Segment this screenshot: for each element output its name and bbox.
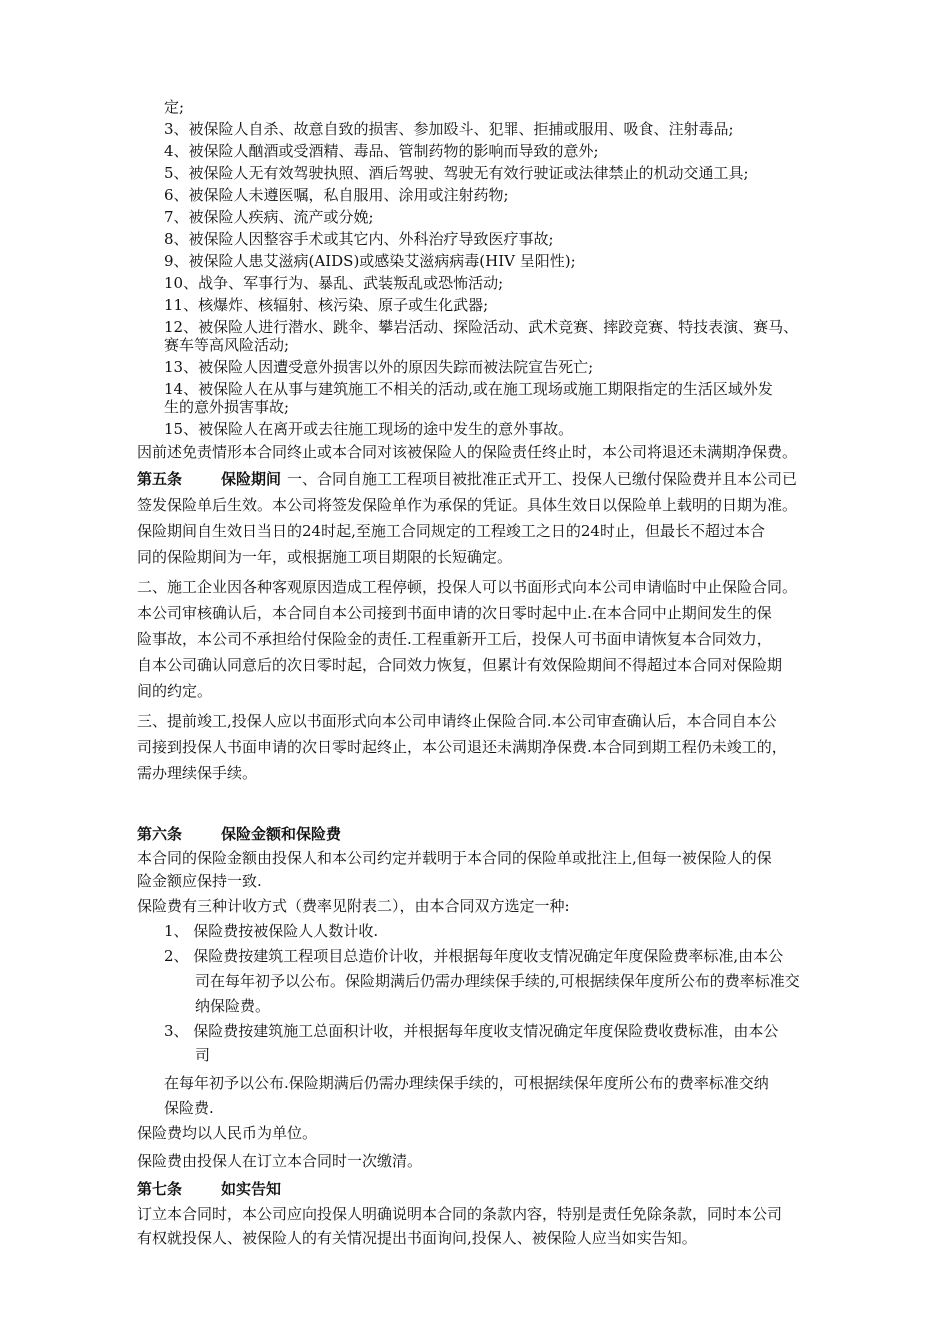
article-6-title: 保险金额和保险费 bbox=[221, 825, 342, 843]
exclusion-item-4: 4、被保险人酗酒或受酒精、毒品、管制药物的影响而导致的意外; bbox=[164, 142, 599, 160]
article-5-para-2-line-4: 自本公司确认同意后的次日零时起，合同效力恢复，但累计有效保险期间不得超过本合同对保险期 bbox=[137, 656, 783, 674]
article-5-para-2-line-3: 险事故，本公司不承担给付保险金的责任.工程重新开工后，投保人可书面申请恢复本合同效力， bbox=[137, 630, 772, 648]
exclusion-refund-note: 因前述免责情形本合同终止或本合同对该被保险人的保险责任终止时，本公司将退还未满期净保费。 bbox=[137, 443, 798, 461]
article-6-para-4: 保险费由投保人在订立本合同时一次缴清。 bbox=[137, 1152, 423, 1170]
article-6-method-3-line-2: 司 bbox=[195, 1046, 211, 1064]
exclusion-item-10: 10、战争、军事行为、暴乱、武装叛乱或恐怖活动; bbox=[164, 274, 504, 292]
article-6-method-3-line-3: 在每年初予以公布.保险期满后仍需办理续保手续的，可根据续保年度所公布的费率标准交纳 bbox=[164, 1074, 769, 1092]
article-5-para-1-line-4: 同的保险期间为一年，或根据施工项目期限的长短确定。 bbox=[137, 548, 513, 566]
article-6-method-3-line-1: 3、 保险费按建筑施工总面积计收，并根据每年度收支情况确定年度保险费收费标准，由本公 bbox=[164, 1022, 779, 1040]
exclusion-item-7: 7、被保险人疾病、流产或分娩; bbox=[164, 208, 374, 226]
article-6-para-1-line-2: 险金额应保持一致. bbox=[137, 872, 262, 890]
exclusion-item-13: 13、被保险人因遭受意外损害以外的原因失踪而被法院宣告死亡; bbox=[164, 358, 594, 376]
article-5-para-2-line-1: 二、施工企业因各种客观原因造成工程停顿，投保人可以书面形式向本公司申请临时中止保险合同。 bbox=[137, 578, 798, 596]
exclusion-item-8: 8、被保险人因整容手术或其它内、外科治疗导致医疗事故; bbox=[164, 230, 554, 248]
article-5-para-3-line-2: 司接到投保人书面申请的次日零时起终止，本公司退还未满期净保费.本合同到期工程仍未竣工的， bbox=[137, 738, 787, 756]
article-7-number: 第七条 bbox=[137, 1180, 183, 1198]
article-5-para-3-line-1: 三、提前竣工,投保人应以书面形式向本公司申请终止保险合同.本公司审查确认后，本合同自本公 bbox=[137, 712, 777, 730]
article-5-para-2-line-2: 本公司审核确认后，本合同自本公司接到书面申请的次日零时起中止.在本合同中止期间发生的保 bbox=[137, 604, 772, 622]
article-6-para-2: 保险费有三种计收方式（费率见附表二），由本合同双方选定一种: bbox=[137, 897, 570, 915]
exclusion-item-12: 12、被保险人进行潜水、跳伞、攀岩活动、探险活动、武术竞赛、摔跤竞赛、特技表演、赛马、 bbox=[164, 318, 799, 336]
article-5-para-1-line-3: 保险期间自生效日当日的24时起,至施工合同规定的工程竣工之日的24时止，但最长不超过本合 bbox=[137, 522, 765, 540]
article-7-title: 如实告知 bbox=[221, 1180, 282, 1198]
article-6-method-2-line-3: 纳保险费。 bbox=[195, 997, 271, 1015]
article-5-para-2-line-5: 间的约定。 bbox=[137, 682, 213, 700]
article-6-para-3: 保险费均以人民币为单位。 bbox=[137, 1124, 318, 1142]
article-7-para-1-line-1: 订立本合同时，本公司应向投保人明确说明本合同的条款内容，特别是责任免除条款，同时本公司 bbox=[137, 1205, 783, 1223]
exclusion-item-11: 11、核爆炸、核辐射、核污染、原子或生化武器; bbox=[164, 296, 489, 314]
article-6-method-2-line-2: 司在每年初予以公布。保险期满后仍需办理续保手续的,可根据续保年度所公布的费率标准交 bbox=[195, 972, 800, 990]
article-6-para-1-line-1: 本合同的保险金额由投保人和本公司约定并载明于本合同的保险单或批注上,但每一被保险人的保 bbox=[137, 849, 772, 867]
exclusion-item-12-cont: 赛车等高风险活动; bbox=[164, 336, 290, 354]
article-5-para-1-line-1: 一、合同自施工工程项目被批准正式开工、投保人已缴付保险费并且本公司已 bbox=[287, 470, 798, 488]
article-6-method-1: 1、 保险费按被保险人人数计收. bbox=[164, 922, 379, 940]
exclusion-item-3: 3、被保险人自杀、故意自致的损害、参加殴斗、犯罪、拒捕或服用、吸食、注射毒品; bbox=[164, 120, 734, 138]
exclusion-item-5: 5、被保险人无有效驾驶执照、酒后驾驶、驾驶无有效行驶证或法律禁止的机动交通工具; bbox=[164, 164, 749, 182]
exclusion-item-9: 9、被保险人患艾滋病(AIDS)或感染艾滋病病毒(HIV 呈阳性); bbox=[164, 252, 576, 270]
article-5-para-3-line-3: 需办理续保手续。 bbox=[137, 764, 258, 782]
article-6-method-2-line-1: 2、 保险费按建筑工程项目总造价计收，并根据每年度收支情况确定年度保险费率标准,由本公 bbox=[164, 947, 784, 965]
exclusion-continuation: 定; bbox=[164, 98, 185, 116]
article-5-number: 第五条 bbox=[137, 470, 183, 488]
article-7-para-1-line-2: 有权就投保人、被保险人的有关情况提出书面询问,投保人、被保险人应当如实告知。 bbox=[137, 1229, 697, 1247]
exclusion-item-6: 6、被保险人未遵医嘱，私自服用、涂用或注射药物; bbox=[164, 186, 509, 204]
exclusion-item-14: 14、被保险人在从事与建筑施工不相关的活动,或在施工现场或施工期限指定的生活区域外发 bbox=[164, 380, 773, 398]
article-6-method-3-line-4: 保险费. bbox=[164, 1099, 214, 1117]
exclusion-item-15: 15、被保险人在离开或去往施工现场的途中发生的意外事故。 bbox=[164, 420, 574, 438]
article-5-para-1-line-2: 签发保险单后生效。本公司将签发保险单作为承保的凭证。具体生效日以保险单上载明的日期为准。 bbox=[137, 496, 798, 514]
article-5-title: 保险期间 bbox=[221, 470, 282, 488]
exclusion-item-14-cont: 生的意外损害事故; bbox=[164, 398, 290, 416]
article-6-number: 第六条 bbox=[137, 825, 183, 843]
